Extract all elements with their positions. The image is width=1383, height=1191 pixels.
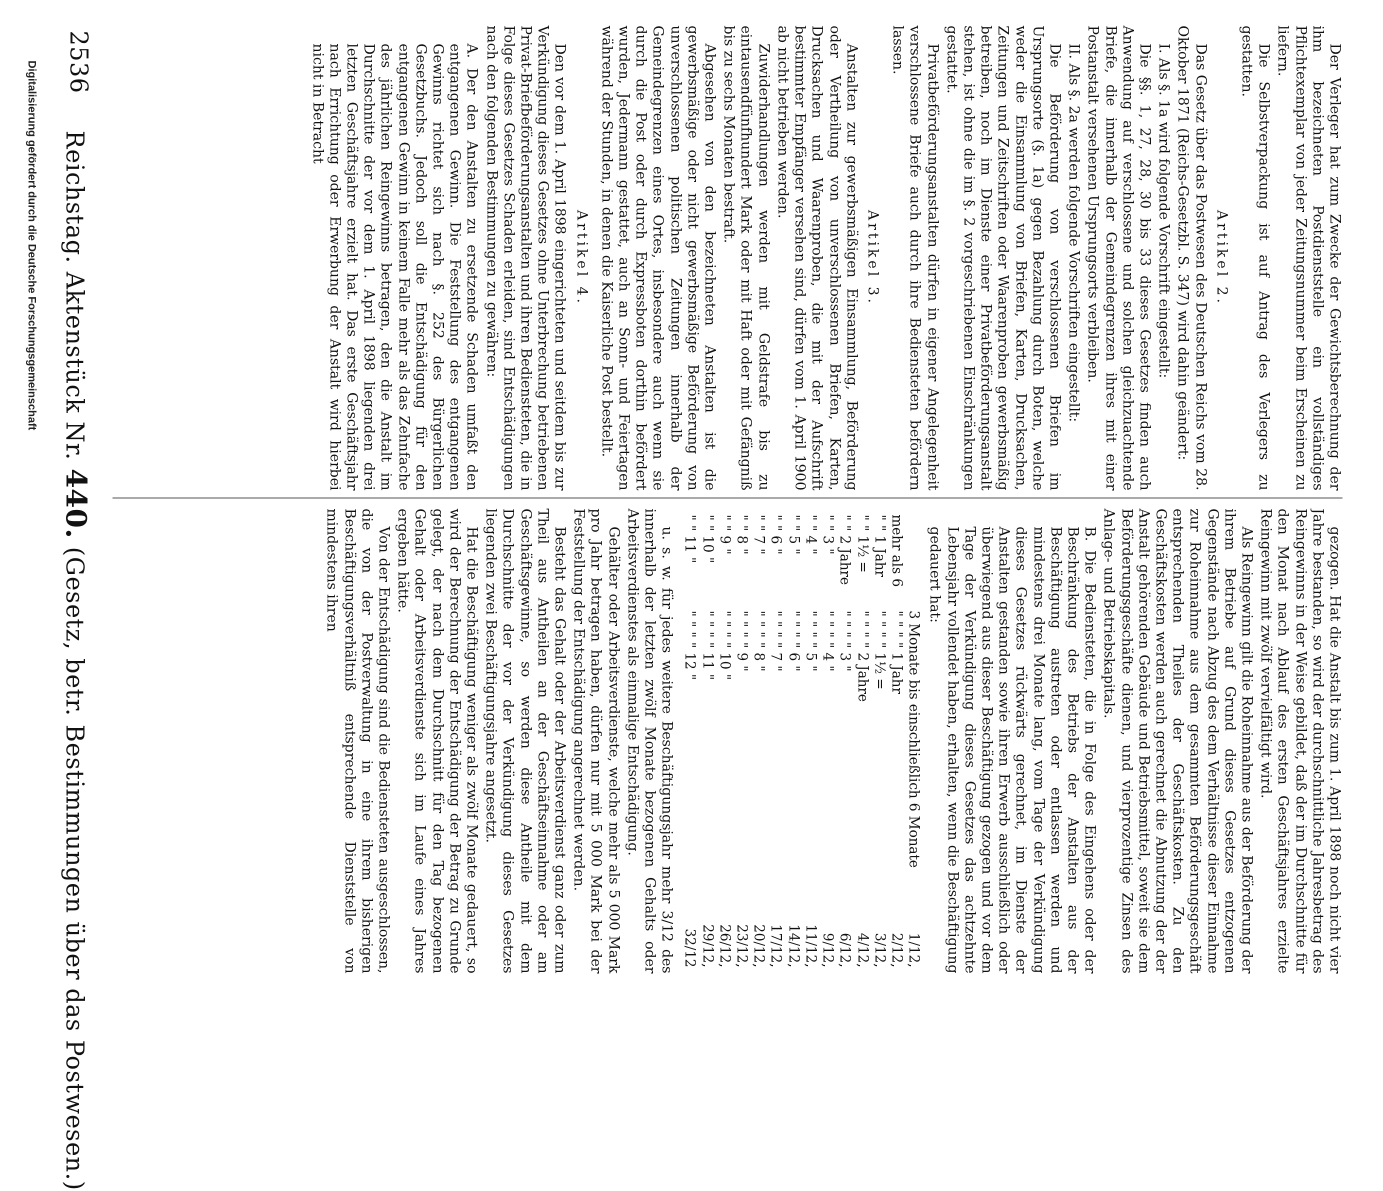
schedule-cell (904, 509, 921, 605)
schedule-cell: " " 8 " (733, 514, 750, 555)
schedule-fraction: 29/12, (699, 924, 716, 968)
schedule-cell: " " 7 " (750, 514, 767, 555)
schedule-cell: " " " " 12 " (681, 610, 698, 681)
schedule-cell: " " " " 5 " (802, 610, 819, 672)
paragraph: u. s. w. für jedes weitere Beschäftigungsjahr mehr 3/12 des innerhalb der letzten zwölf Monate bezogenen Gehalts oder Arbeitsverdienstes als einmalige Entschädigung. (624, 508, 675, 974)
title-suffix: (Gesetz, betr. Bestimmungen über das Postwesen.) (60, 546, 89, 1191)
schedule-row (853, 509, 870, 974)
schedule-fraction: 4/12, (854, 932, 871, 968)
clause-I: I. Als §. 1a wird folgende Vorschrift eingestellt: (1155, 43, 1172, 379)
schedule-row (887, 509, 904, 974)
schedule-cell: " " 1 Jahr (871, 514, 888, 577)
schedule-row (801, 509, 818, 974)
article-2-heading: Artikel 2. (1213, 210, 1230, 306)
paragraph: Anstalten zur gewerbsmäßigen Einsammlung, Beförderung oder Vertheilung von unverschlossenen Briefen, Karten, Drucksachen und Waarenproben, die mit der Aufschrift bestimmter Empfänger versehen sind, dürfen vom 1. April 1900 ab nicht betrieben werden. (774, 25, 860, 491)
schedule-fraction: 23/12, (733, 924, 750, 968)
schedule-row (870, 509, 887, 974)
schedule-cell: " " " " 9 " (733, 610, 750, 672)
clause-A: A. Der den Anstalten zu ersetzende Schaden umfaßt den entgangenen Gewinn. Die Feststellung des entgangenen Gewinns richtet sich nach §. 252 des Bürgerlichen Gesetzbuchs. Jedoch soll die Entschädigung für den entgangenen Gewinn in keinem Falle mehr als das Zehnfache des jährlichen Reingewinns betragen, den die Anstalt im Durchschnitte der vor dem 1. April 1898 liegenden drei letzten Geschäftsjahre erzielt hat. Das erste Geschäftsjahr nach Errichtung oder Erwerbung der Anstalt wird hierbei nicht in Betracht (309, 43, 480, 491)
paragraph: Besteht das Gehalt oder der Arbeitsverdienst ganz oder zum Theil aus Antheilen an der Geschäftseinnahme oder am Geschäftsgewinne, so werden diese Antheile mit dem Durchschnitte der vor der Verkündigung dieses Gesetzes liegenden zwei Beschäftigungsjahre angesetzt. (482, 508, 568, 974)
schedule-cell: " " " " 4 " (819, 610, 836, 672)
schedule-cell: " " " " 1 Jahr (888, 610, 905, 694)
paragraph: Zuwiderhandlungen werden mit Geldstrafe bis zu eintausendfünfhundert Mark oder mit Haft oder mit Gefängniß bis zu sechs Monaten bestraft. (720, 25, 772, 491)
schedule-cell: " " " " 8 " (750, 610, 767, 672)
schedule-cell: " " " " 10 " (716, 610, 733, 681)
title-prefix: Reichstag. Aktenstück Nr. (60, 130, 89, 461)
compensation-schedule (681, 509, 922, 974)
schedule-fraction: 14/12, (785, 924, 802, 968)
document-page (0, 1, 1383, 1191)
schedule-cell: " " 5 " (785, 514, 802, 555)
schedule-fraction: 9/12, (819, 932, 836, 968)
schedule-fraction: 1/12, (905, 932, 922, 968)
schedule-fraction: 3/12, (871, 932, 888, 968)
schedule-cell: " " 2 Jahre (836, 514, 853, 585)
schedule-row (904, 509, 921, 974)
schedule-fraction: 17/12, (768, 924, 784, 968)
schedule-cell: " " 9 " (716, 514, 733, 555)
paragraph: Das Gesetz über das Postwesen des Deutschen Reichs vom 28. Oktober 1871 (Reichs-Gesetzbl. S. 347) wird dahin geändert: (1174, 25, 1209, 491)
clause-II: II. Als §. 2a werden folgende Vorschriften eingestellt: (1065, 43, 1082, 423)
schedule-cell: " " " " 11 " (699, 610, 716, 681)
paragraph: Die Beförderung von verschlossenen Briefen im Ursprungsorte (§. 1a) gegen Bezahlung durch Boten, welche weder die Einsammlung von Briefen, Karten, Drucksachen, Zeitungen und Zeitschriften oder Waarenproben gewerbsmäßig betreiben, noch im Dienste einer Privatbeförderungsanstalt stehen, ist ohne die im §. 2 vorgeschriebenen Einschränkungen gestattet. (943, 25, 1063, 491)
schedule-fraction: 6/12, (836, 932, 853, 968)
paragraph: Gehälter oder Arbeitsverdienste, welche mehr als 5 000 Mark pro Jahr betragen haben, dürfen nur mit 5 000 Mark bei der Feststellung der Entschädigung angerechnet werden. (570, 508, 622, 974)
page-title (60, 131, 93, 1191)
page-number: 2536 (64, 30, 93, 94)
schedule-row (818, 509, 835, 974)
schedule-row (732, 509, 749, 974)
schedule-cell: " " 10 " (699, 514, 716, 564)
schedule-row (784, 509, 801, 974)
schedule-cell: " " 1½ = (854, 514, 871, 573)
article-4-heading: Artikel 4. (573, 210, 590, 306)
schedule-row (681, 509, 698, 974)
paragraph: Abgesehen von den bezeichneten Anstalten ist die gewerbsmäßige oder nicht gewerbsmäßige Beförderung von unverschlossenen politischen Zeitungen innerhalb der Gemeindegrenzen eines Ortes, insbesondere auch wenn sie durch die Post oder durch Expressboten dorthin befördert wurden, Jedermann gestattet, auch an Sonn- und Feiertagen während der Stunden, in denen die Kaiserliche Post bestellt. (598, 25, 718, 491)
schedule-cell: " " " " 3 " (836, 610, 853, 672)
schedule-cell: " " " " 2 Jahre (854, 610, 871, 702)
paragraph: Als Reingewinn gilt die Roheinnahme aus der Beförderung der ihrem Betriebe auf Grund dieses Gesetzes entzogenen Gegenstände nach Abzug des dem Verhältnisse dieser Einnahme zur Roheinnahme aus dem gesammten Beförderungsgeschäft entsprechenden Theiles der Geschäftskosten. Zu den Geschäftskosten werden auch gerechnet die Abnutzung der der Anstalt gehörenden Gebäude und Betriebsmittel, soweit sie dem Beförderungsgeschäfte dienen, und vierprozentige Zinsen des Anlage- und Betriebskapitals. (1100, 508, 1255, 974)
schedule-cell: " " 11 " (681, 514, 698, 564)
schedule-cell: mehr als 6 (888, 514, 905, 587)
schedule-fraction: 11/12, (802, 924, 819, 968)
left-column (113, 26, 1343, 491)
column-divider (113, 498, 1343, 499)
schedule-row (750, 509, 767, 974)
schedule-row (715, 509, 732, 974)
paragraph: Von der Entschädigung sind die Bediensteten ausgeschlossen, die von der Postverwaltung in eine ihrem bisherigen Beschäftigungsverhältniß entsprechende Dienststelle von mindestens ihren (323, 508, 392, 974)
schedule-fraction: 26/12, (716, 924, 733, 968)
schedule-cell: " " " " 6 " (785, 610, 802, 672)
right-column (113, 509, 1343, 974)
schedule-cell: " " 6 " (768, 514, 784, 555)
paragraph: gezogen. Hat die Anstalt bis zum 1. April 1898 noch nicht vier Jahre bestanden, so wird der durchschnittliche Jahresbetrag des Reingewinns in der Weise gebildet, daß der im Durchschnitte für den Monat nach Ablauf des ersten Geschäftsjahres erzielte Reingewinn mit zwölf vervielfältigt wird. (1257, 508, 1343, 974)
paragraph: Privatbeförderungsanstalten dürfen in eigener Angelegenheit verschlossene Briefe auch durch ihre Bediensteten befördern lassen. (889, 25, 941, 491)
schedule-cell: " " " " 1½ = (871, 610, 888, 690)
clause-B: B. Die Bediensteten, die in Folge des Eingehens oder der Beschränkung des Betriebs der Anstalten aus der Beschäftigung austreten oder entlassen werden und mindestens drei Monate lang, vom Tage der Verkündigung dieses Gesetzes rückwärts gerechnet, im Dienste der Anstalten gestanden sowie ihren Erwerb ausschließlich oder überwiegend aus dieser Beschäftigung gezogen und vor dem Tage der Verkündigung dieses Gesetzes das achtzehnte Lebensjahr vollendet haben, erhalten, wenn die Beschäftigung gedauert hat: (926, 526, 1098, 974)
funding-note: Digitalisierung gefördert durch die Deutsche Forschungsgemeinschaft (25, 60, 38, 431)
schedule-fraction: 20/12, (750, 924, 767, 968)
schedule-cell: " " 3 " (819, 514, 836, 555)
schedule-fraction: 2/12, (888, 932, 905, 968)
document-number: 440. (59, 468, 93, 539)
paragraph: Hat die Beschäftigung weniger als zwölf Monate gedauert, so wird der Berechnung der Entschädigung der Betrag zu Grunde gelegt, der nach dem Durchschnitt für den Tag bezogenen Gehalt oder Arbeitsverdienste sich im Laufe eines Jahres ergeben hätte. (394, 508, 480, 974)
schedule-row (698, 509, 715, 974)
schedule-row (836, 509, 853, 974)
paragraph: Die §§. 1, 27, 28, 30 bis 33 dieses Gesetzes finden auch Anwendung auf verschlossene und solchen gleichzuachtende Briefe, die innerhalb der Gemeindegrenzen ihres mit einer Postanstalt versehenen Ursprungsorts verbleiben. (1084, 25, 1153, 491)
paragraph: Die Selbstverpackung ist auf Antrag des Verlegers zu gestatten. (1238, 25, 1272, 491)
schedule-cell: 3 Monate bis einschließlich 6 Monate (905, 610, 922, 868)
schedule-cell: " " 4 " (802, 514, 819, 555)
running-header (53, 1, 93, 1191)
schedule-row (767, 509, 784, 974)
paragraph: Der Verleger hat zum Zwecke der Gewichtsberechnung der ihm bezeichneten Postdienststelle ein vollständiges Pflichtexemplar von jeder Zeitungsnummer beim Erscheinen zu liefern. (1274, 25, 1343, 491)
schedule-cell: " " " " 7 " (768, 610, 784, 672)
paragraph: Den vor dem 1. April 1898 eingerichteten und seitdem bis zur Verkündigung dieses Gesetzes ohne Unterbrechung betriebenen Privat-Briefbeförderungsanstalten und ihren Bediensteten, die in Folge dieses Gesetzes Schaden erleiden, sind Entschädigungen nach den folgenden Bestimmungen zu gewähren: (483, 25, 568, 491)
article-3-heading: Artikel 3. (864, 210, 881, 306)
schedule-fraction: 32/12 (681, 928, 698, 968)
